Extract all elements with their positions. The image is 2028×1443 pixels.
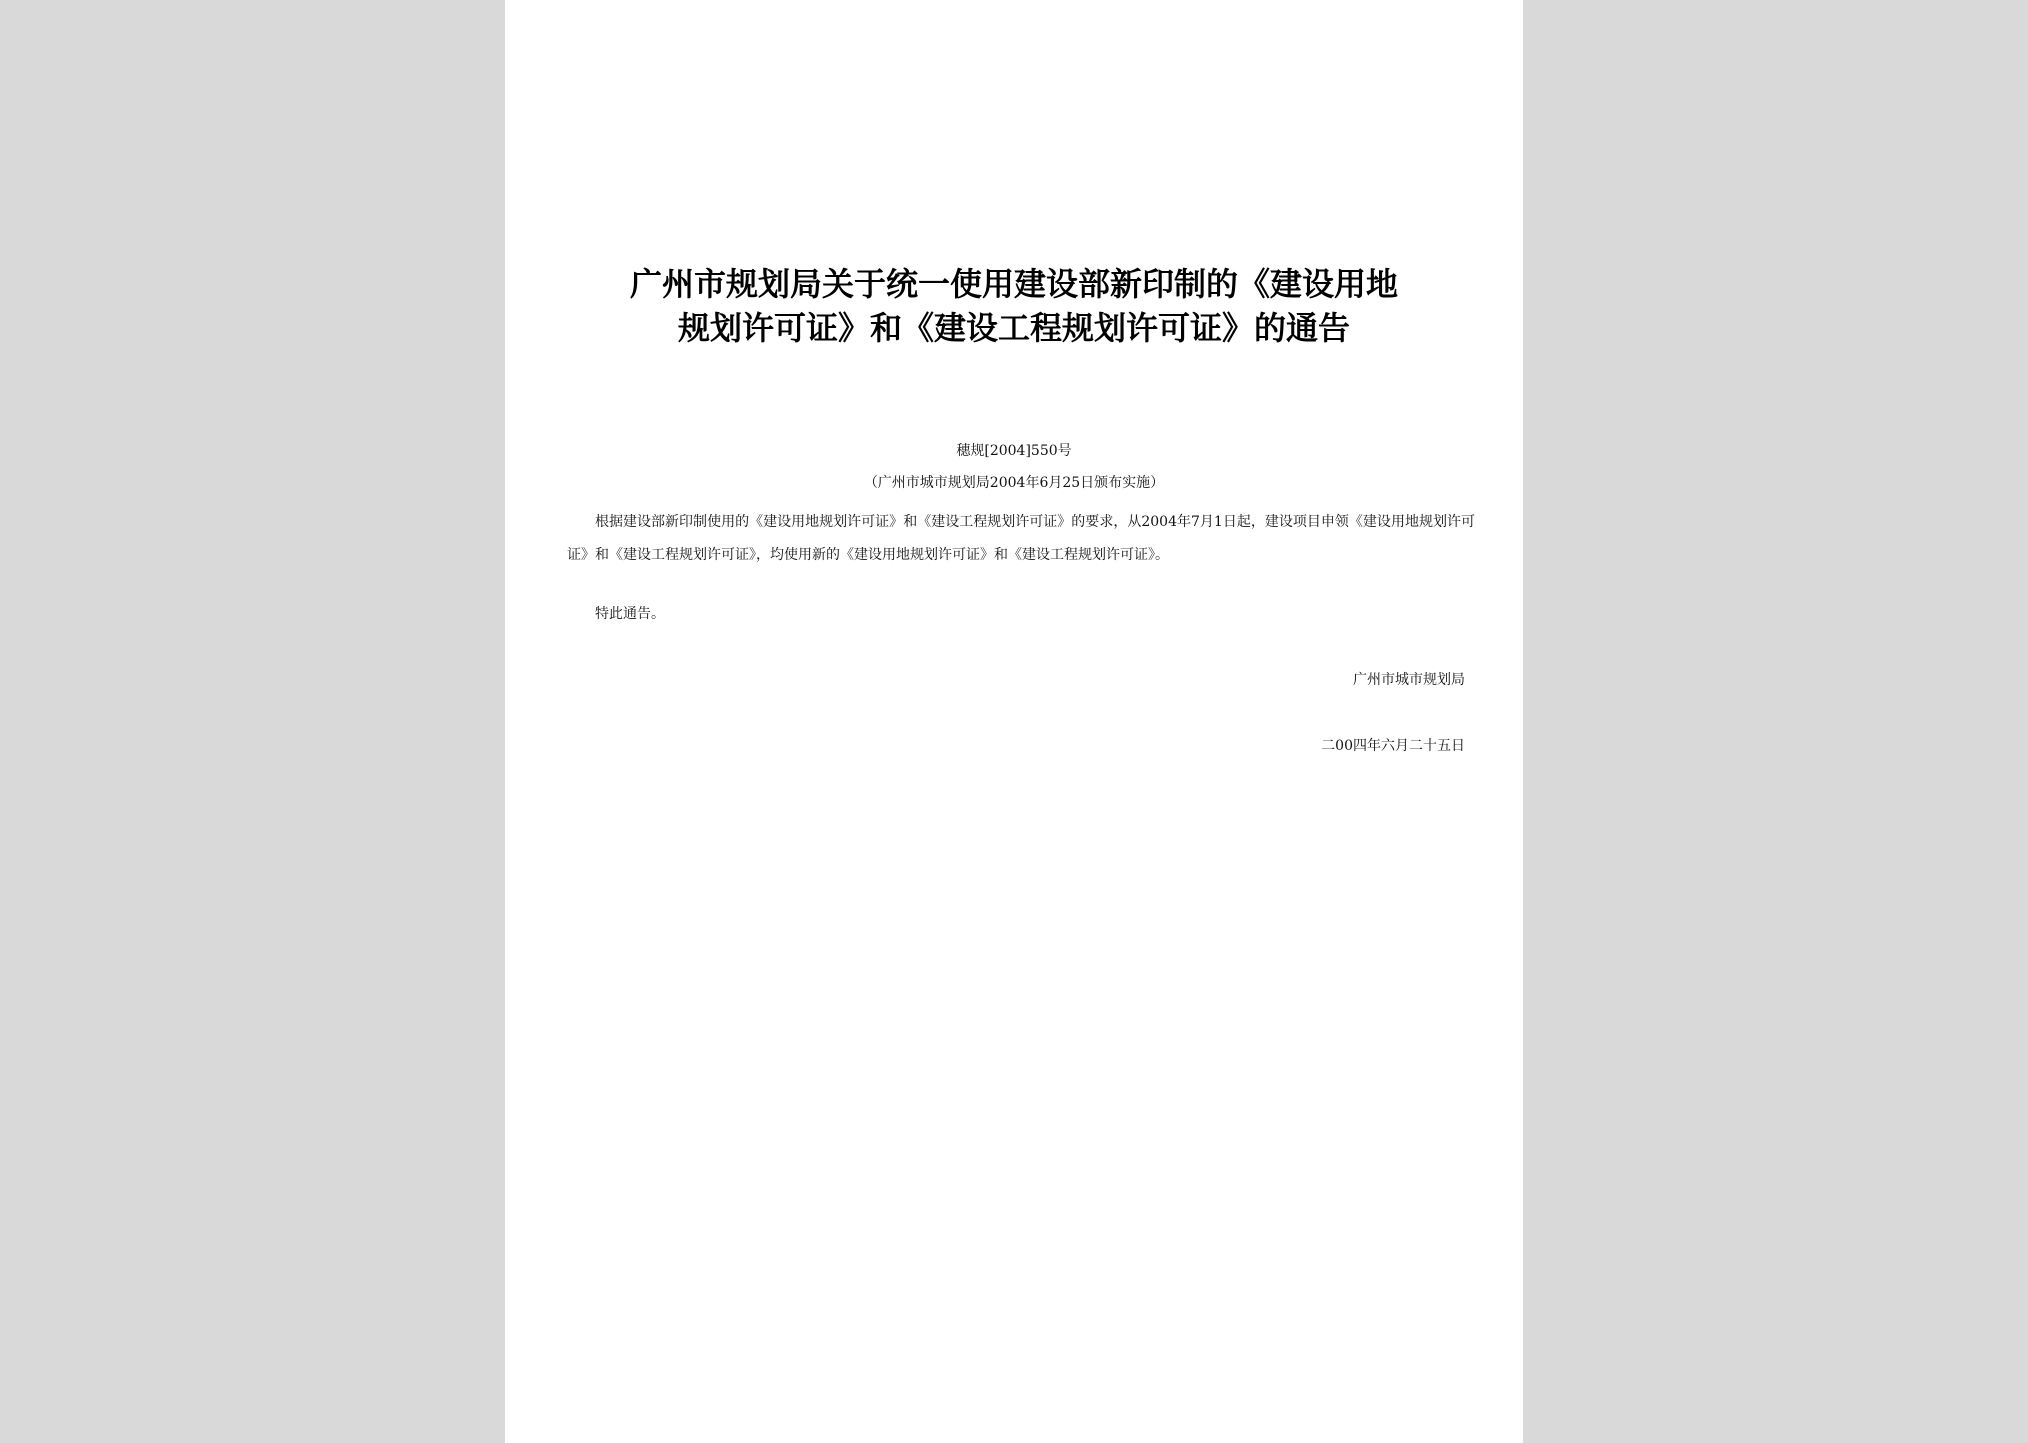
issue-date: 二00四年六月二十五日	[1321, 738, 1465, 754]
title-line-1: 广州市规划局关于统一使用建设部新印制的《建设用地	[629, 265, 1398, 303]
document-page	[505, 0, 1523, 1443]
closing-statement: 特此通告。	[595, 606, 665, 622]
document-title	[545, 262, 1483, 350]
issuer-signature: 广州市城市规划局	[1353, 672, 1465, 688]
body-paragraph: 根据建设部新印制使用的《建设用地规划许可证》和《建设工程规划许可证》的要求，从2004年7月1日起，建设项目申领《建设用地规划许可证》和《建设工程规划许可证》，均使用新的《建设用地规划许可证》和《建设工程规划许可证》。	[567, 514, 1475, 563]
issued-note: （广州市城市规划局2004年6月25日颁布实施）	[863, 475, 1165, 491]
document-number: 穗规[2004]550号	[956, 443, 1072, 459]
title-line-2: 规划许可证》和《建设工程规划许可证》的通告	[677, 309, 1350, 347]
